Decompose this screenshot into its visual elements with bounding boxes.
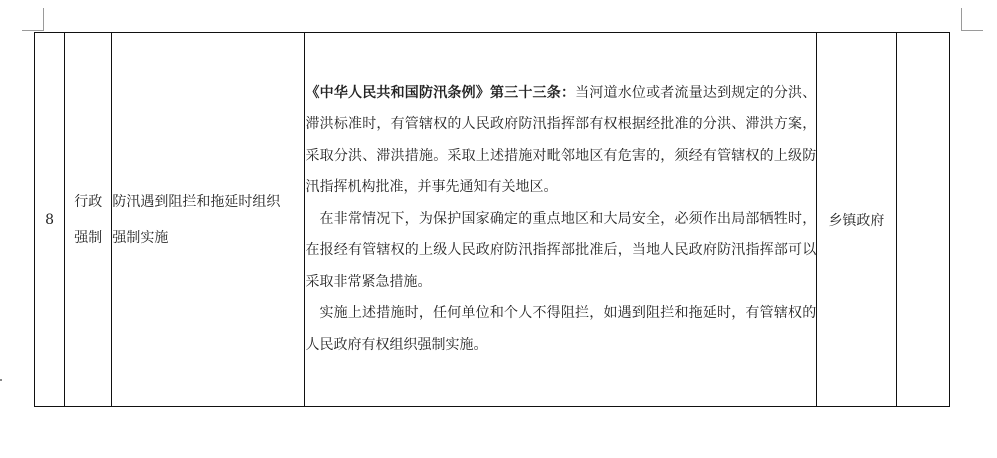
crop-mark-top-left-vertical (43, 8, 44, 30)
crop-mark-top-right-horizontal (961, 30, 983, 31)
law-title: 《中华人民共和国防汛条例》第三十三条： (305, 84, 576, 101)
margin-dot (0, 379, 2, 381)
table-row (35, 33, 950, 407)
subject-cell (817, 33, 896, 407)
legal-basis-cell (305, 33, 817, 407)
category-line-1: 行政 (74, 193, 103, 210)
category-line-2: 强制 (74, 229, 103, 246)
row-number-cell (35, 33, 65, 407)
basis-paragraph-1 (305, 78, 816, 204)
item-name-line-1: 防汛遇到阻拦和拖延时组织 (112, 193, 281, 210)
basis-paragraph-2: 在非常情况下，为保护国家确定的重点地区和大局安全，必须作出局部牺牲时，在报经有管辖权的上级人民政府防汛指挥部批准后，当地人民政府防汛指挥部可以采取非常紧急措施。 (305, 210, 817, 290)
item-name-cell (112, 33, 305, 407)
item-name-line-2: 强制实施 (112, 229, 169, 246)
subject-text: 乡镇政府 (828, 212, 885, 229)
crop-mark-top-left-horizontal (22, 30, 44, 31)
crop-mark-top-right-vertical (961, 8, 962, 30)
basis-paragraph-3: 实施上述措施时，任何单位和个人不得阻拦，如遇到阻拦和拖延时，有管辖权的人民政府有权组织强制实施。 (305, 305, 817, 353)
document-table (34, 32, 950, 407)
empty-cell (896, 33, 949, 407)
row-number: 8 (45, 211, 55, 228)
basis-paragraph-1-text: 当河道水位或者流量达到规定的分洪、滞洪标准时，有管辖权的人民政府防汛指挥部有权根据经批准的分洪、滞洪方案，采取分洪、滞洪措施。采取上述措施对毗邻地区有危害的，须经有管辖权的上级防汛指挥机构批准，并事先通知有关地区。 (305, 84, 817, 196)
category-cell (65, 33, 112, 407)
